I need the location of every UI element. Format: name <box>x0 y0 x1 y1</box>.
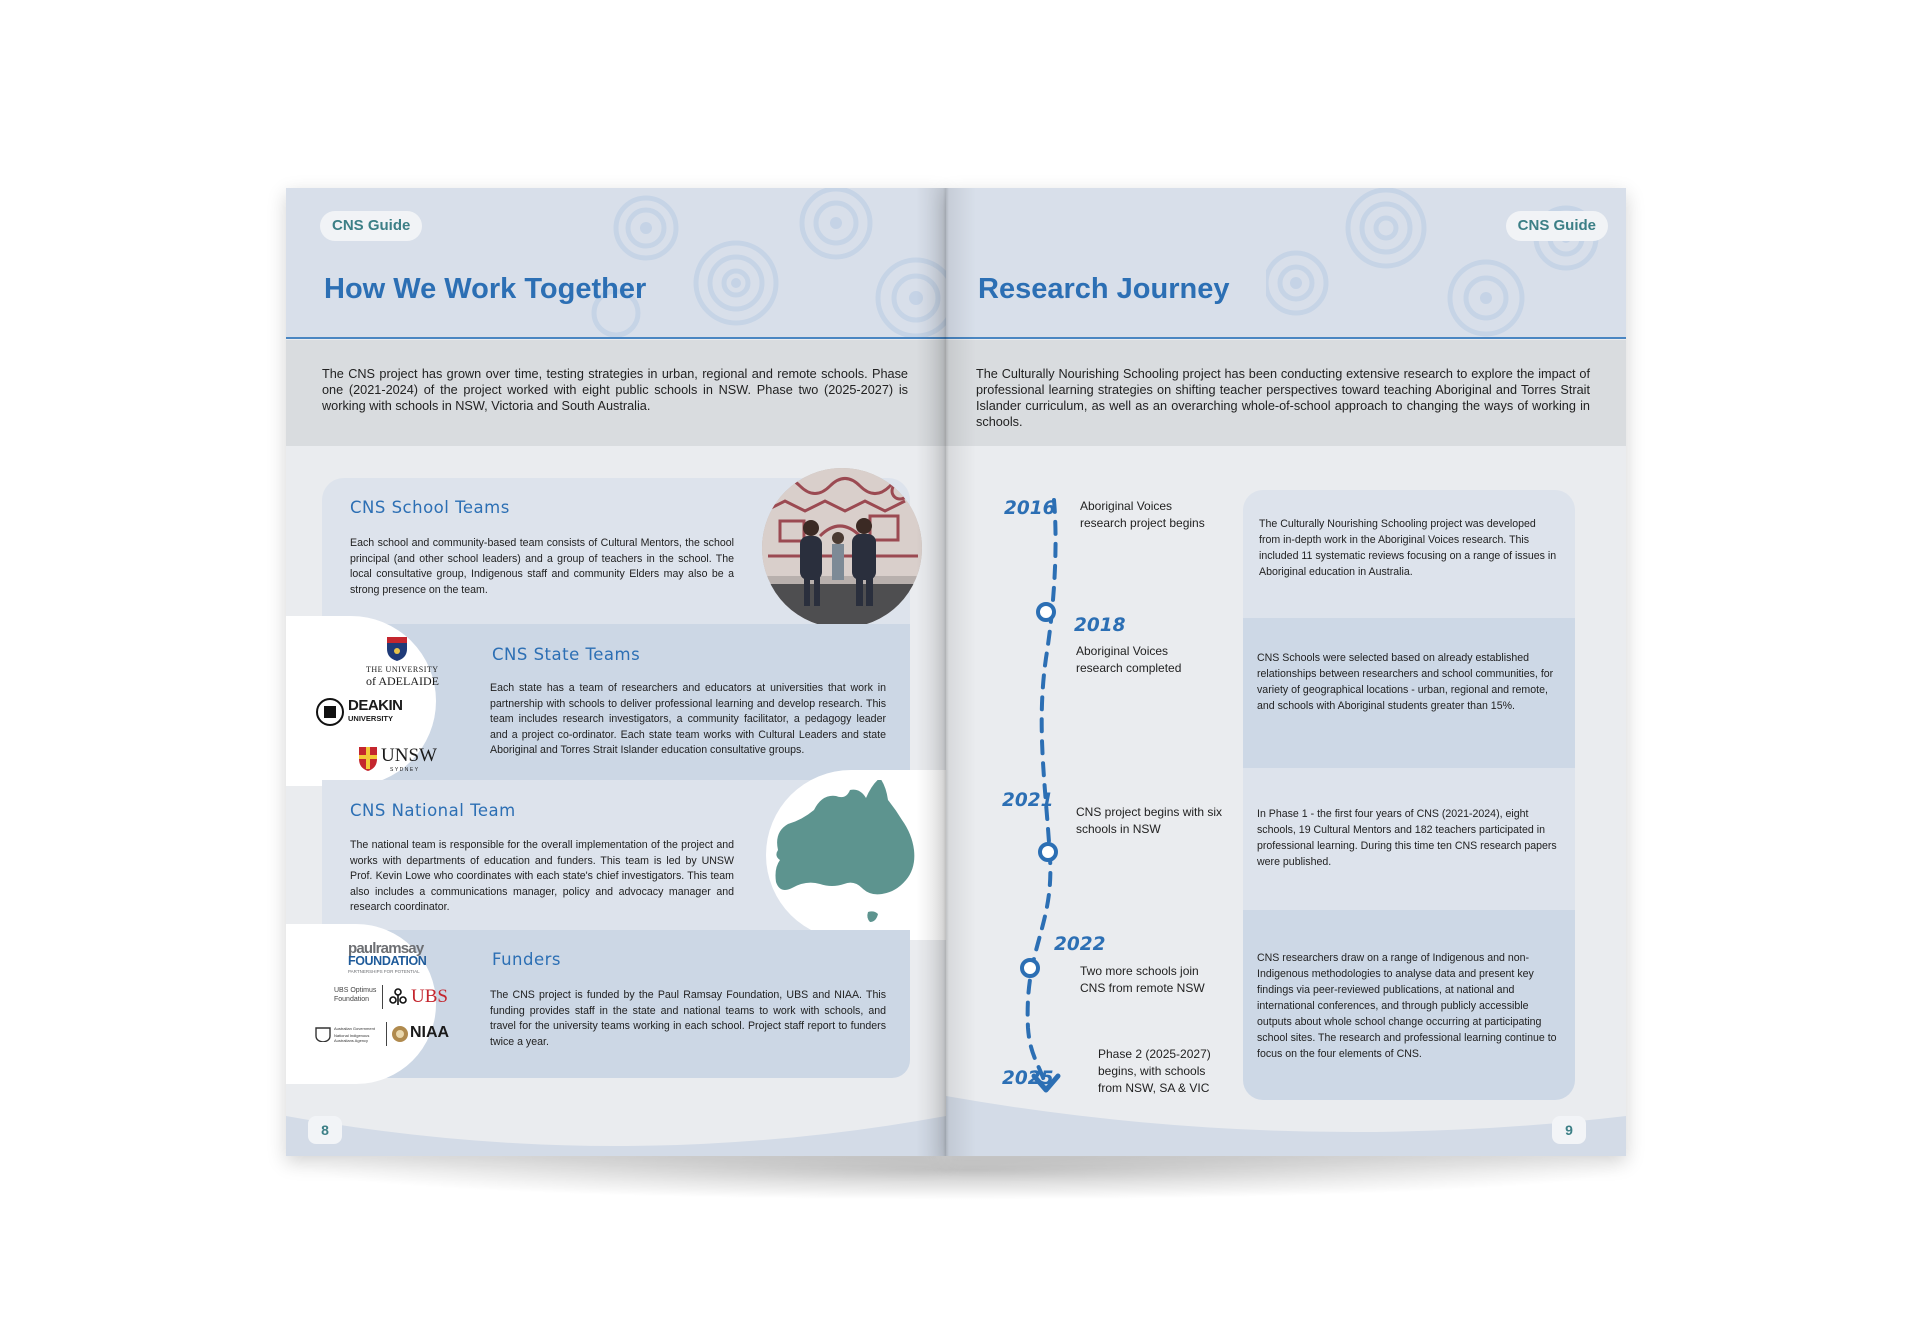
guide-label: CNS Guide <box>320 211 422 241</box>
page-number: 9 <box>1552 1116 1586 1144</box>
description-text: CNS Schools were selected based on already established relationships between researchers and school communities, for variety of geographical locations - urban, regional and remote, and schools with Aboriginal students greater than 15%. <box>1257 652 1554 712</box>
australian-government-crest-icon <box>314 1026 332 1042</box>
australia-map-icon <box>768 780 918 930</box>
footer-wave <box>286 1096 946 1156</box>
unsw-logo-sub: SYDNEY <box>390 767 420 773</box>
header-rule <box>286 337 946 339</box>
timeline-year: 2016 <box>1004 498 1056 519</box>
description-text: The Culturally Nourishing Schooling project was developed from in-depth work in the Aboriginal Voices research. This included 11 systematic reviews focusing on a range of issues in Aboriginal education in Australia. <box>1259 518 1557 578</box>
ramsay-logo-tag: PARTNERSHIPS FOR POTENTIAL <box>348 969 420 974</box>
timeline-year: 2022 <box>1054 934 1106 955</box>
page-title: Research Journey <box>978 273 1230 305</box>
description-card <box>1243 490 1575 1100</box>
timeline-label: CNS project begins with six schools in NSW <box>1076 805 1223 836</box>
dot-pattern-decoration <box>586 188 946 338</box>
unsw-logo: UNSW <box>381 745 437 766</box>
left-page <box>286 188 946 1156</box>
intro-paragraph: The Culturally Nourishing Schooling project has been conducting extensive research to explore the impact of professional learning strategies on shifting teacher perspectives toward teaching Aboriginal and Torres Strait Islander curriculum, as well as an overarching whole-of-school approach to changing the ways of working in schools. <box>976 367 1590 429</box>
timeline-year: 2021 <box>1002 790 1054 811</box>
deakin-logo-line2: UNIVERSITY <box>348 714 394 723</box>
national-team-title: CNS National Team <box>350 801 516 820</box>
state-teams-title: CNS State Teams <box>492 645 641 664</box>
header-rule <box>946 337 1626 339</box>
gov-logo-line2: National Indigenous Australians Agency <box>334 1033 370 1043</box>
timeline-label: Aboriginal Voices research project begins <box>1080 499 1205 530</box>
timeline-label: Aboriginal Voices research completed <box>1076 644 1182 675</box>
adelaide-logo-line2: of ADELAIDE <box>366 674 439 688</box>
description-text: In Phase 1 - the first four years of CNS (2021-2024), eight schools, 19 Cultural Mentors and 182 teachers participated in professional learning. During this time ten CNS research papers were published. <box>1257 808 1557 868</box>
page-title: How We Work Together <box>324 273 647 305</box>
ramsay-logo-line2: FOUNDATION <box>348 954 427 968</box>
timeline-year: 2018 <box>1074 615 1126 636</box>
gov-logo-line1: Australian Government <box>334 1026 375 1031</box>
footer-wave <box>946 1096 1626 1156</box>
ubs-logo: UBS <box>411 986 448 1007</box>
school-teams-body: Each school and community-based team consists of Cultural Mentors, the school principal (and other school leaders) and a group of teachers in the school. The local consultative group, Indigenous staff and community Elders may also be a strong presence on the team. <box>350 537 734 596</box>
timeline-year: 2025 <box>1002 1068 1054 1089</box>
niaa-logo: NIAA <box>410 1024 450 1041</box>
niaa-emblem-icon <box>391 1025 409 1043</box>
deakin-logo-line1: DEAKIN <box>348 697 403 714</box>
intro-paragraph: The CNS project has grown over time, testing strategies in urban, regional and remote schools. Phase one (2021-2024) of the project worked with eight public schools in NSW. Phase two (2025-2027) is working with schools in NSW, Victoria and South Australia. <box>322 367 908 413</box>
niaa-divider <box>386 1022 387 1046</box>
guide-label: CNS Guide <box>1506 211 1608 241</box>
funders-body: The CNS project is funded by the Paul Ramsay Foundation, UBS and NIAA. This funding provides staff in the state and national teams to work with schools, and travel for the university teams working in each school. Project staff report to funders twice a year. <box>490 989 886 1048</box>
timeline-label: Phase 2 (2025-2027) begins, with schools from NSW, SA & VIC <box>1098 1047 1211 1095</box>
right-page <box>946 188 1626 1156</box>
deakin-emblem-icon <box>316 698 344 726</box>
adelaide-crest-icon <box>386 636 408 662</box>
school-teams-title: CNS School Teams <box>350 498 510 517</box>
national-team-body: The national team is responsible for the overall implementation of the project and works with departments of education and funders. This team is led by UNSW Prof. Kevin Lowe who coordinates with each state's chief investigators. This team also includes a communications manager, policy and advocacy manager and research coordinator. <box>350 839 734 914</box>
description-text: CNS researchers draw on a range of Indigenous and non-Indigenous methodologies to analyse data and present key findings via peer-reviewed publications, at national and international conferences, and through publicly accessible outputs about whole school change occurring at participating school sites. The research and professional learning continue to focus on the four elements of CNS. <box>1257 952 1557 1060</box>
unsw-crest-icon <box>358 746 378 772</box>
timeline-label: Two more schools join CNS from remote NSW <box>1080 964 1205 995</box>
ubs-keys-icon <box>388 987 408 1007</box>
funders-title: Funders <box>492 950 562 969</box>
state-teams-body: Each state has a team of researchers and educators at universities that work in partnership with schools to deliver professional learning and develop research. This team includes research investigators, a community facilitator, a pedagogy leader and a project co-ordinator. Each state team works with Cultural Leaders and state Aboriginal and Torres Strait Islander education consultative groups. <box>490 682 886 757</box>
ubs-foundation-text: UBS Optimus Foundation <box>334 987 377 1003</box>
ramsay-logo-line1: paulramsay <box>348 940 424 957</box>
ubs-divider <box>382 985 383 1009</box>
page-number: 8 <box>308 1116 342 1144</box>
school-team-photo <box>760 466 924 630</box>
adelaide-logo-line1: THE UNIVERSITY <box>366 665 439 674</box>
